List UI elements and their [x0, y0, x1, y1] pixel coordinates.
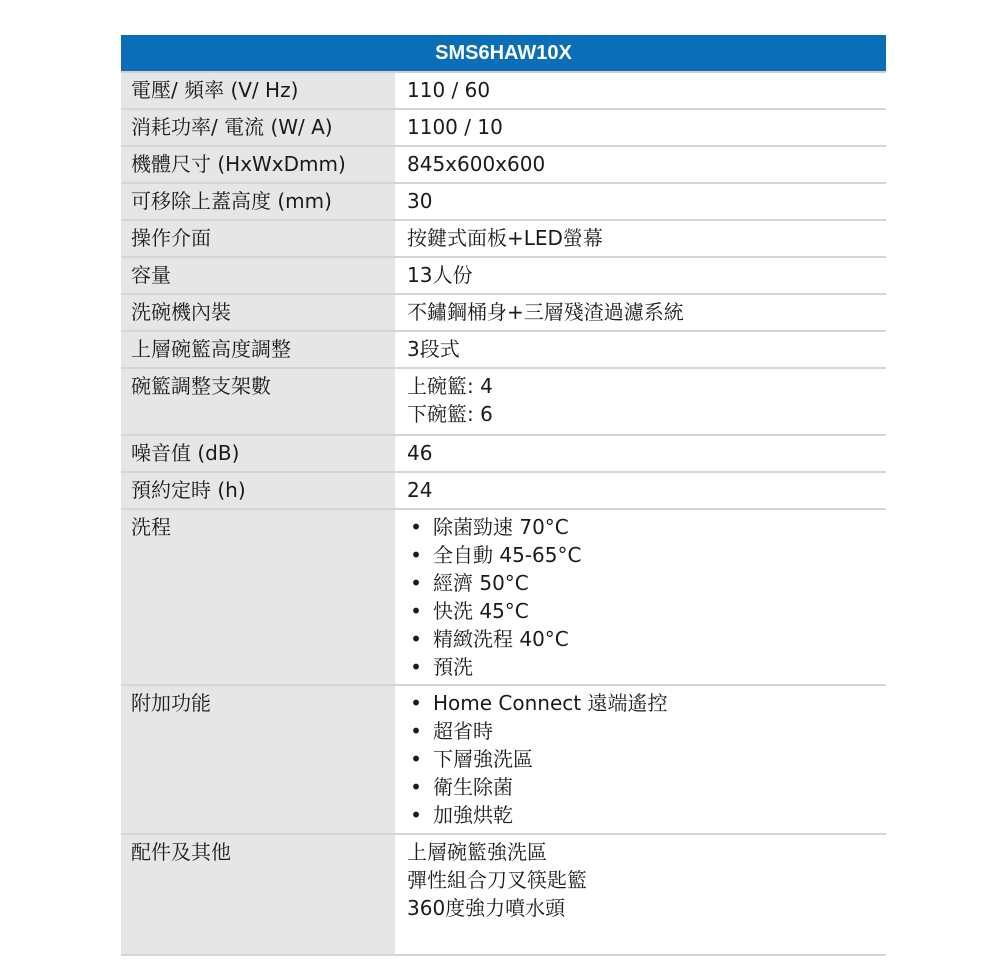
list-item: • 精緻洗程 40°C [410, 627, 569, 651]
list-item: • 下層強洗區 [410, 747, 533, 771]
model-title: SMS6HAW10X [121, 35, 886, 72]
row-label: 上層碗籃高度調整 [121, 331, 395, 368]
row-label: 電壓/ 頻率 (V/ Hz) [121, 72, 395, 109]
list-item: • 經濟 50°C [410, 571, 529, 595]
row-value: 30 [395, 183, 886, 220]
row-value [395, 368, 886, 435]
row-label: 消耗功率/ 電流 (W/ A) [121, 109, 395, 146]
row-value: 46 [395, 435, 886, 472]
row-label: 碗籃調整支架數 [121, 368, 395, 435]
row-value [395, 834, 886, 955]
table-row [121, 109, 886, 146]
feature-list [407, 689, 886, 829]
list-item: • 快洗 45°C [410, 599, 529, 623]
spec-table [121, 35, 886, 956]
table-row [121, 183, 886, 220]
row-value: 845x600x600 [395, 146, 886, 183]
row-label: 噪音值 (dB) [121, 435, 395, 472]
row-value: 3段式 [395, 331, 886, 368]
bullet-icon: • [410, 691, 422, 715]
table-row [121, 834, 886, 955]
row-label: 洗碗機內裝 [121, 294, 395, 331]
value-line: 上層碗籃強洗區 [407, 840, 547, 864]
row-value [395, 685, 886, 834]
list-item: • 加強烘乾 [410, 803, 513, 827]
row-label: 機體尺寸 (HxWxDmm) [121, 146, 395, 183]
bullet-icon: • [410, 627, 422, 651]
table-row [121, 435, 886, 472]
bullet-icon: • [410, 543, 422, 567]
row-label: 預約定時 (h) [121, 472, 395, 509]
bullet-icon: • [410, 719, 422, 743]
row-value: 按鍵式面板+LED螢幕 [395, 220, 886, 257]
row-label: 洗程 [121, 509, 395, 685]
value-line: 360度強力噴水頭 [407, 896, 566, 920]
header-row [121, 35, 886, 72]
bullet-icon: • [410, 599, 422, 623]
row-value [395, 509, 886, 685]
bullet-icon: • [410, 747, 422, 771]
table-row [121, 472, 886, 509]
bullet-icon: • [410, 655, 422, 679]
table-row [121, 220, 886, 257]
list-item: • Home Connect 遠端遙控 [410, 691, 668, 715]
value-line: 下碗籃: 6 [407, 402, 493, 426]
table-row [121, 685, 886, 834]
list-item: • 除菌勁速 70°C [410, 515, 569, 539]
list-item: • 超省時 [410, 719, 493, 743]
table-row [121, 146, 886, 183]
bullet-icon: • [410, 515, 422, 539]
list-item: • 預洗 [410, 655, 473, 679]
row-value: 24 [395, 472, 886, 509]
value-line: 上碗籃: 4 [407, 374, 493, 398]
table-row [121, 509, 886, 685]
list-item: • 衛生除菌 [410, 775, 513, 799]
row-label: 操作介面 [121, 220, 395, 257]
table-row [121, 257, 886, 294]
table-row [121, 331, 886, 368]
value-line: 彈性組合刀叉筷匙籃 [407, 868, 587, 892]
row-label: 附加功能 [121, 685, 395, 834]
row-label: 可移除上蓋高度 (mm) [121, 183, 395, 220]
row-value: 1100 / 10 [395, 109, 886, 146]
row-value: 110 / 60 [395, 72, 886, 109]
row-label: 容量 [121, 257, 395, 294]
program-list [407, 513, 886, 681]
bullet-icon: • [410, 571, 422, 595]
row-label: 配件及其他 [121, 834, 395, 955]
bullet-icon: • [410, 775, 422, 799]
table-row [121, 72, 886, 109]
list-item: • 全自動 45-65°C [410, 543, 582, 567]
row-value: 13人份 [395, 257, 886, 294]
table-row [121, 368, 886, 435]
bullet-icon: • [410, 803, 422, 827]
row-value: 不鏽鋼桶身+三層殘渣過濾系統 [395, 294, 886, 331]
table-row [121, 294, 886, 331]
